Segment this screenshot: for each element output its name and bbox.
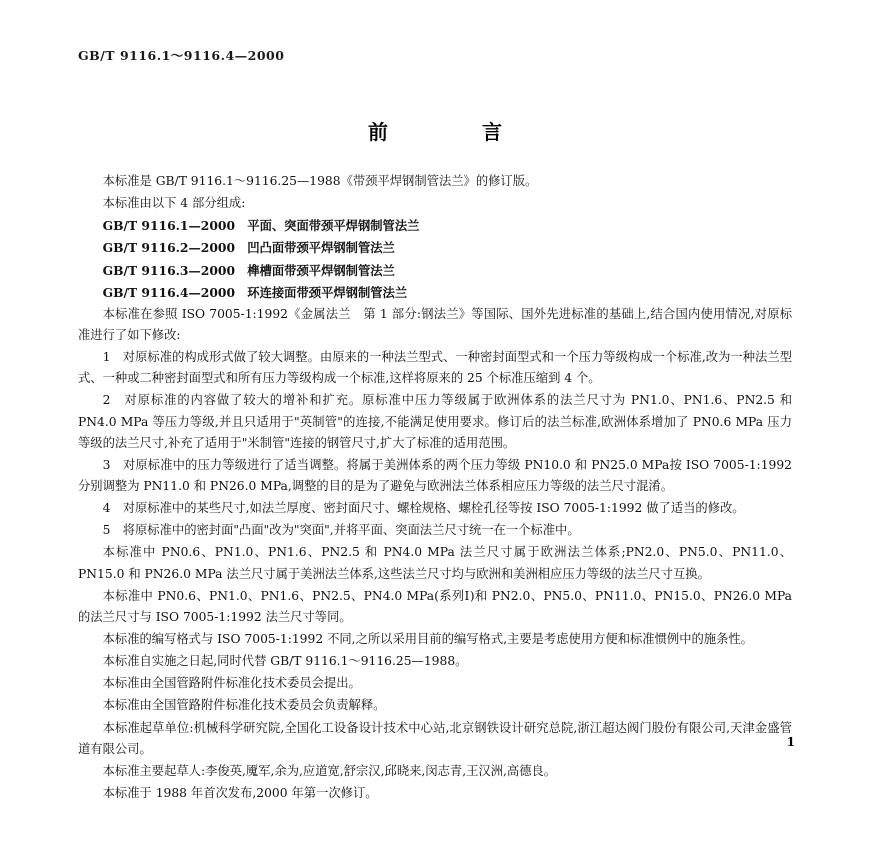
paragraph: 本标准自实施之日起,同时代替 GB/T 9116.1～9116.25—1988。 [102, 654, 468, 669]
paragraph: 本标准于 1988 年首次发布,2000 年第一次修订。 [102, 785, 378, 800]
part-list-item: GB/T 9116.1—2000 平面、突面带颈平焊钢制管法兰 [102, 218, 420, 234]
paragraph: 本标准主要起草人:李俊英,魇军,余为,应道宽,舒宗汉,邱晓来,闵志青,王汉洲,高德良。 [102, 763, 557, 778]
paragraph: 2 对原标准的内容做了较大的增补和扩充。原标准中压力等级属于欧洲体系的法兰尺寸为 PN1.0、PN1.6、PN2.5 和 PN4.0 MPa 等压力等级,并且只适用于"英制管"的连接,不能满足使用要求。修订后的法兰标准,欧洲体系增加了 PN0.6 MPa 压力等级的法兰尺寸,补充了适用于"米制管"连接的钢管尺寸,扩大了标准的适用范围。 [78, 393, 792, 450]
paragraph: 本标准的编写格式与 ISO 7005-1:1992 不同,之所以采用目前的编写格式,主要是考虑使用方便和标准惯例中的施条性。 [102, 631, 753, 646]
page-title: 前 言 [368, 120, 520, 144]
standard-code-header: GB/T 9116.1～9116.4—2000 [78, 48, 285, 63]
foreword-body [78, 171, 792, 804]
paragraph: 本标准中 PN0.6、PN1.0、PN1.6、PN2.5 和 PN4.0 MPa 法兰尺寸属于欧洲法兰体系;PN2.0、PN5.0、PN11.0、PN15.0 和 PN26.0 MPa 法兰尺寸属于美洲法兰体系,这些法兰尺寸均与欧洲和美洲相应压力等级的法兰尺寸互换。 [78, 545, 792, 581]
paragraph: 本标准在参照 ISO 7005-1:1992《金属法兰 第 1 部分:钢法兰》等国际、国外先进标准的基础上,结合国内使用情况,对原标准进行了如下修改: [78, 306, 792, 342]
paragraph: 1 对原标准的构成形式做了较大调整。由原来的一种法兰型式、一种密封面型式和一个压力等级构成一个标准,改为一种法兰型式、一种或二种密封面型式和所有压力等级构成一个标准,这样将原来的 25 个标准压缩到 4 个。 [78, 350, 792, 386]
page-content [78, 46, 792, 805]
paragraph: 5 将原标准中的密封面"凸面"改为"突面",并将平面、突面法兰尺寸统一在一个标准中。 [102, 523, 580, 538]
part-list-item: GB/T 9116.4—2000 环连接面带颈平焊钢制管法兰 [102, 284, 408, 300]
paragraph: 本标准由全国管路附件标准化技术委员会提出。 [102, 676, 361, 691]
paragraph: 本标准由以下 4 部分组成: [102, 196, 246, 211]
part-list-item: GB/T 9116.3—2000 榫槽面带颈平焊钢制管法兰 [102, 262, 395, 278]
paragraph: 本标准起草单位:机械科学研究院,全国化工设备设计技术中心站,北京钢铁设计研究总院,浙江超达阀门股份有限公司,天津金盛管道有限公司。 [78, 720, 792, 756]
paragraph: 3 对原标准中的压力等级进行了适当调整。将属于美洲体系的两个压力等级 PN10.0 和 PN25.0 MPa按 ISO 7005-1:1992 分别调整为 PN11.0 和 PN26.0 MPa,调整的目的是为了避免与欧洲法兰体系相应压力等级的法兰尺寸混淆。 [78, 457, 792, 493]
paragraph: 本标准中 PN0.6、PN1.0、PN1.6、PN2.5、PN4.0 MPa(系列Ⅰ)和 PN2.0、PN5.0、PN11.0、PN15.0、PN26.0 MPa的法兰尺寸与 ISO 7005-1:1992 法兰尺寸等同。 [78, 588, 792, 624]
part-list-item: GB/T 9116.2—2000 凹凸面带颈平焊钢制管法兰 [102, 240, 395, 256]
page-number: 1 [786, 735, 795, 749]
paragraph: 4 对原标准中的某些尺寸,如法兰厚度、密封面尺寸、螺栓规格、螺栓孔径等按 ISO 7005-1:1992 做了适当的修改。 [102, 501, 745, 516]
paragraph: 本标准由全国管路附件标准化技术委员会负责解释。 [102, 698, 386, 713]
paragraph: 本标准是 GB/T 9116.1～9116.25—1988《带颈平焊钢制管法兰》的修订版。 [102, 174, 538, 188]
